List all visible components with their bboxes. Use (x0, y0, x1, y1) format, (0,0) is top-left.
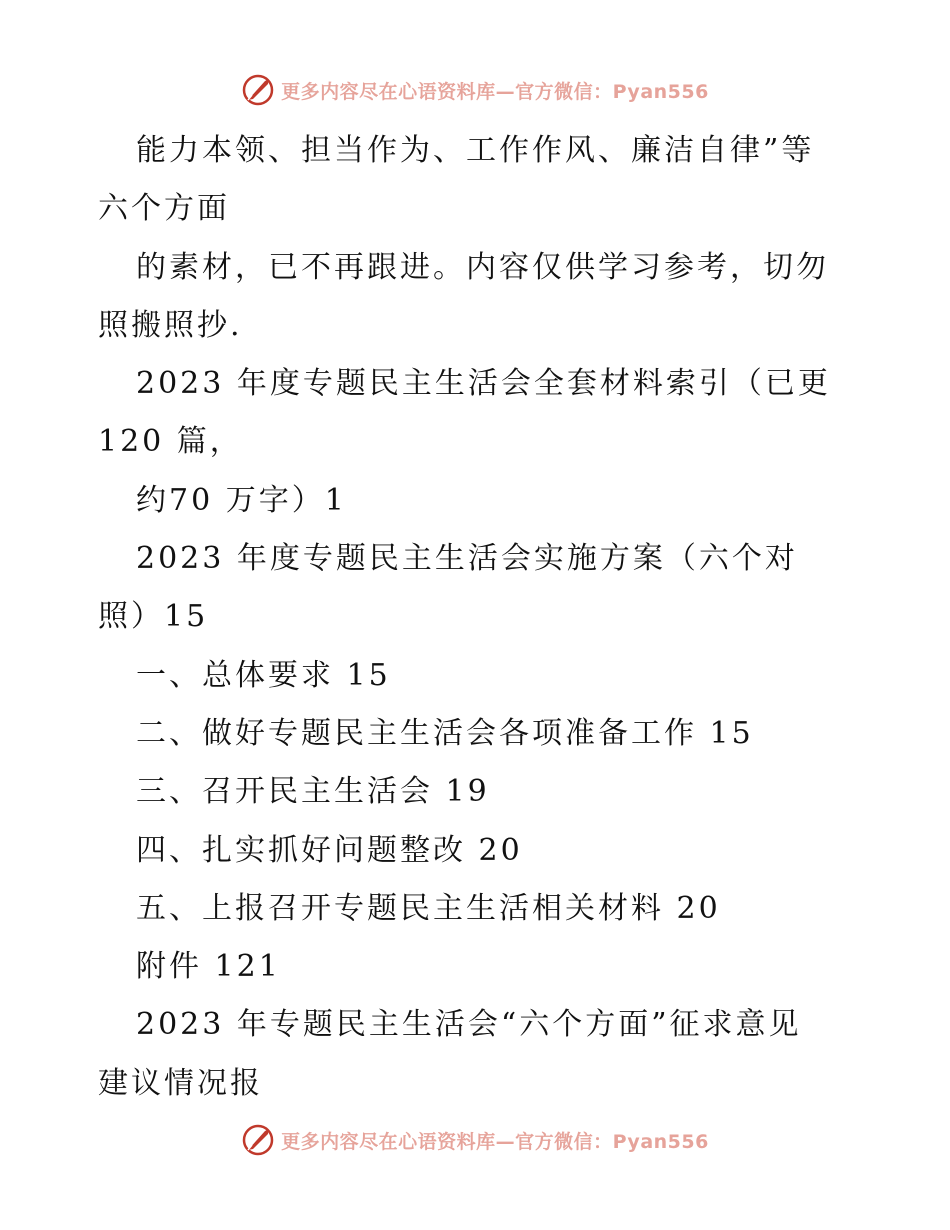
toc-entry: 五、上报召开专题民主生活相关材料 20 (136, 890, 721, 926)
toc-entry: 约70 万字）1 (136, 482, 347, 518)
toc-entry: 2023 年度专题民主生活会全套材料索引（已更 (136, 366, 831, 402)
toc-entry: 建议情况报 (98, 1065, 263, 1101)
watermark-footer (0, 1120, 950, 1160)
toc-entry: 三、召开民主生活会 19 (136, 774, 490, 810)
watermark-text: 更多内容尽在心语资料库—官方微信：Pyan556 (281, 1130, 709, 1153)
toc-entry: 2023 年专题民主生活会“六个方面”征求意见 (136, 1007, 802, 1043)
toc-entry: 120 篇， (98, 424, 243, 460)
toc-entry: 附件 121 (136, 949, 281, 985)
paragraph-line: 照搬照抄. (98, 307, 243, 343)
paragraph-line: 六个方面 (98, 191, 230, 227)
toc-entry: 一、总体要求 15 (136, 657, 391, 693)
toc-entry: 照）15 (98, 599, 209, 635)
watermark-header (0, 70, 950, 110)
watermark-text: 更多内容尽在心语资料库—官方微信：Pyan556 (281, 80, 709, 103)
toc-entry: 四、扎实抓好问题整改 20 (136, 832, 523, 868)
paragraph-line: 能力本领、担当作为、工作作风、廉洁自律”等 (136, 133, 815, 168)
document-body (98, 122, 868, 1113)
quill-pen-circle-icon (241, 1123, 275, 1157)
toc-entry: 二、做好专题民主生活会各项准备工作 15 (136, 715, 754, 751)
quill-pen-circle-icon (241, 73, 275, 107)
toc-entry: 2023 年度专题民主生活会实施方案（六个对 (136, 541, 798, 577)
paragraph-line: 的素材，已不再跟进。内容仅供学习参考，切勿 (136, 249, 829, 285)
